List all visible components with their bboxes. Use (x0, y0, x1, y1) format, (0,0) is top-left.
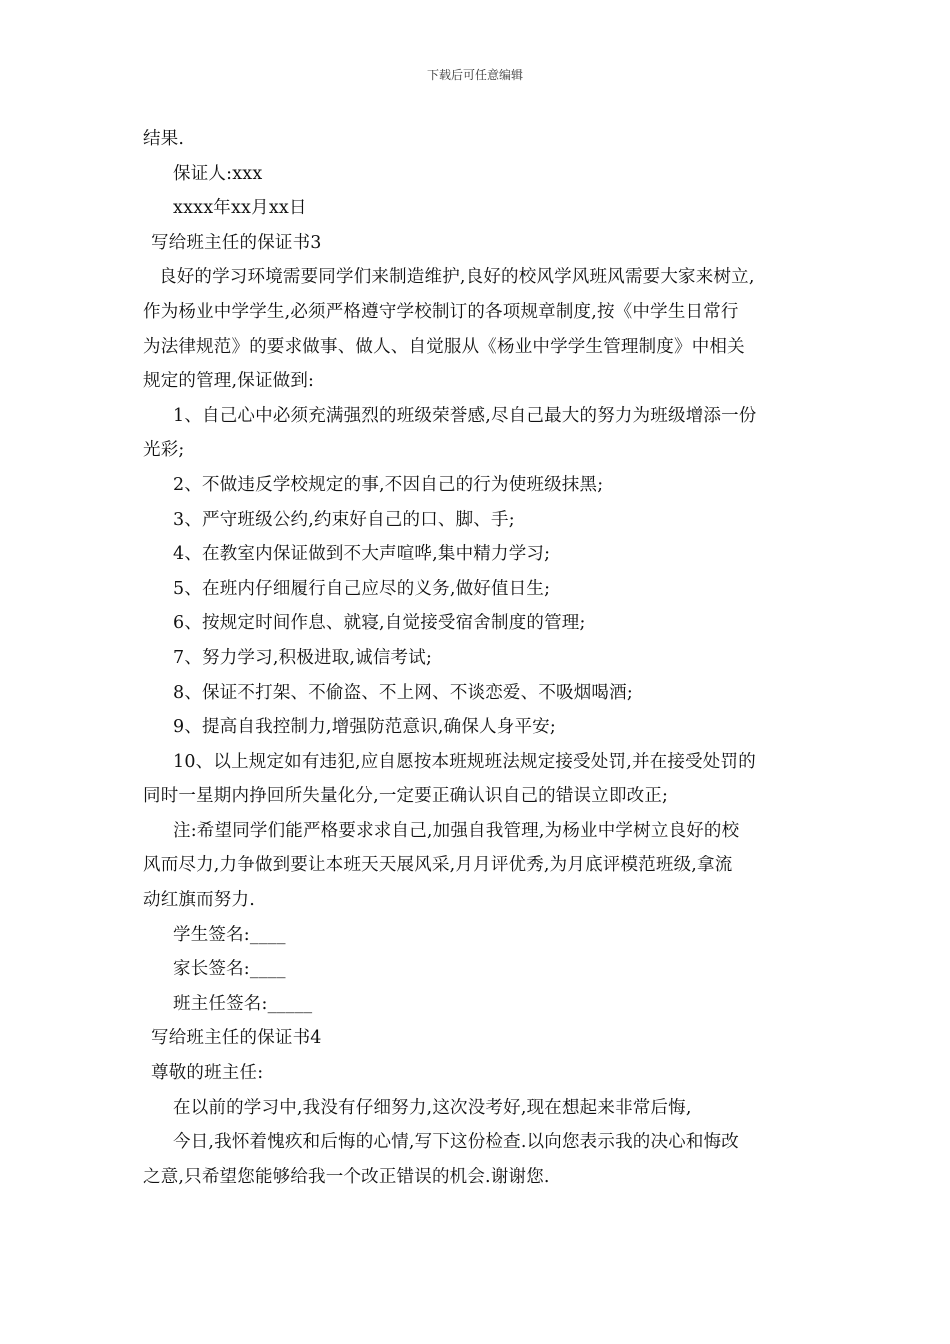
text-line: 6、按规定时间作息、就寝,自觉接受宿舍制度的管理; (173, 613, 586, 634)
text-line: 尊敬的班主任: (151, 1063, 264, 1084)
document-body (143, 122, 813, 1194)
text-line: 写给班主任的保证书4 (151, 1028, 322, 1049)
text-line: 今日,我怀着愧疚和后悔的心情,写下这份检查.以向您表示我的决心和悔改 (173, 1132, 739, 1153)
text-line: 写给班主任的保证书3 (151, 232, 322, 253)
text-line: 1、自己心中必须充满强烈的班级荣誉感,尽自己最大的努力为班级增添一份 (173, 405, 757, 426)
text-line: 3、严守班级公约,约束好自己的口、脚、手; (173, 509, 515, 530)
text-line: 规定的管理,保证做到: (143, 371, 315, 392)
text-line: 动红旗而努力. (143, 890, 255, 911)
text-line: 同时一星期内挣回所失量化分,一定要正确认识自己的错误立即改正; (143, 786, 669, 807)
text-line: 良好的学习环境需要同学们来制造维护,良好的校风学风班风需要大家来树立, (159, 267, 755, 288)
text-line: 风而尽力,力争做到要让本班天天展风采,月月评优秀,为月底评模范班级,拿流 (143, 855, 733, 876)
text-line: 光彩; (143, 440, 185, 461)
text-line: xxxx年xx月xx日 (173, 198, 307, 219)
text-line: 7、努力学习,积极进取,诚信考试; (173, 647, 433, 668)
text-line: 在以前的学习中,我没有仔细努力,这次没考好,现在想起来非常后悔, (173, 1097, 692, 1118)
text-line: 结果. (143, 129, 185, 149)
text-line: 作为杨业中学学生,必须严格遵守学校制订的各项规章制度,按《中学生日常行 (143, 301, 739, 322)
text-line: 4、在教室内保证做到不大声喧哗,集中精力学习; (173, 544, 551, 565)
text-line: 注:希望同学们能严格要求求自己,加强自我管理,为杨业中学树立良好的校 (173, 820, 740, 841)
text-line: 2、不做违反学校规定的事,不因自己的行为使班级抹黑; (173, 474, 604, 495)
text-line: 5、在班内仔细履行自己应尽的义务,做好值日生; (173, 578, 551, 599)
text-line: 保证人:xxx (173, 163, 263, 184)
text-line: 家长签名:____ (173, 959, 286, 980)
text-line: 9、提高自我控制力,增强防范意识,确保人身平安; (173, 717, 556, 738)
text-line: 学生签名:____ (173, 924, 286, 945)
text-line: 为法律规范》的要求做事、做人、自觉服从《杨业中学学生管理制度》中相关 (143, 336, 745, 357)
text-line: 之意,只希望您能够给我一个改正错误的机会.谢谢您. (143, 1166, 550, 1187)
text-line: 班主任签名:_____ (173, 993, 313, 1014)
text-line: 8、保证不打架、不偷盗、不上网、不谈恋爱、不吸烟喝酒; (173, 682, 633, 703)
text-line: 10、以上规定如有违犯,应自愿按本班规班法规定接受处罚,并在接受处罚的 (173, 751, 756, 772)
page-header-note: 下载后可任意编辑 (426, 68, 523, 82)
